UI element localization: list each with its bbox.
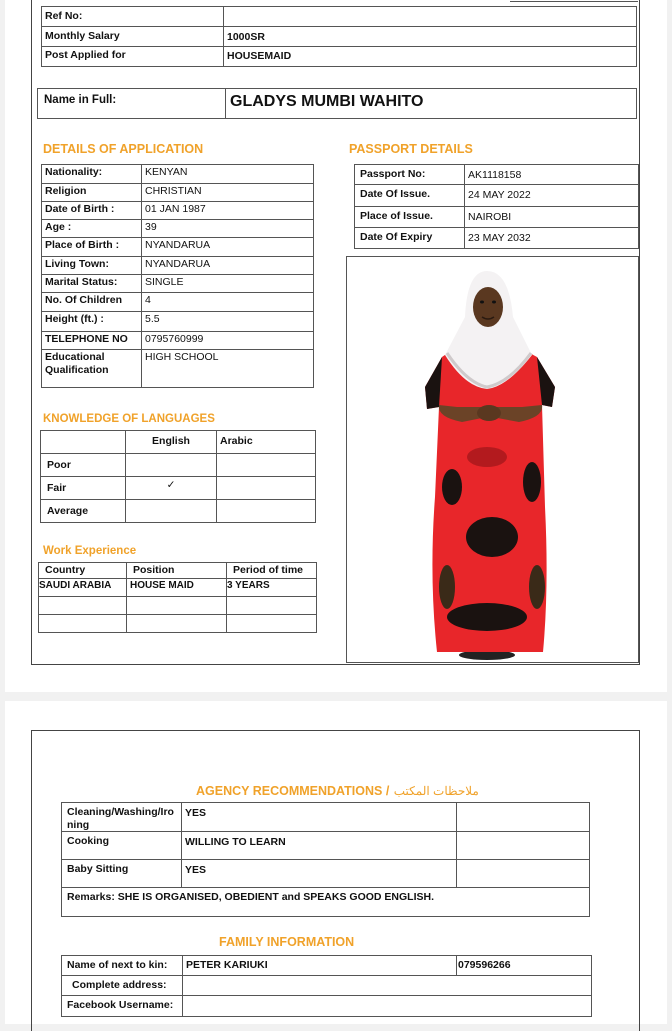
application-value: 39 xyxy=(141,219,314,238)
salary-value: 1000SR xyxy=(223,26,637,47)
application-value: NYANDARUA xyxy=(141,237,314,257)
arabic-level xyxy=(216,499,316,523)
top-line xyxy=(510,0,638,2)
english-level xyxy=(125,453,217,477)
skill-label: Cooking xyxy=(61,831,182,860)
work-period xyxy=(226,614,317,633)
languages-corner xyxy=(40,430,126,454)
skill-extra xyxy=(456,802,590,832)
application-label: Educational Qualification xyxy=(41,349,142,388)
application-heading: DETAILS OF APPLICATION xyxy=(43,142,204,156)
col-position: Position xyxy=(126,562,227,579)
ref-no-label: Ref No: xyxy=(41,6,224,27)
work-heading: Work Experience xyxy=(43,545,137,557)
facebook-value xyxy=(182,995,592,1017)
agency-heading xyxy=(196,782,479,800)
arabic-level xyxy=(216,476,316,500)
skill-value: WILLING TO LEARN xyxy=(181,831,457,860)
application-label: No. Of Children xyxy=(41,292,142,312)
application-label: Nationality: xyxy=(41,164,142,184)
family-heading: FAMILY INFORMATION xyxy=(219,935,355,949)
application-value: KENYAN xyxy=(141,164,314,184)
passport-label: Place of Issue. xyxy=(354,206,465,228)
application-label: Living Town: xyxy=(41,256,142,275)
salary-label: Monthly Salary xyxy=(41,26,224,47)
skill-label: Baby Sitting xyxy=(61,859,182,888)
address-value xyxy=(182,975,592,996)
application-value: 5.5 xyxy=(141,311,314,332)
application-label: Date of Birth : xyxy=(41,201,142,220)
work-position: HOUSE MAID xyxy=(126,578,227,597)
name-label: Name in Full: xyxy=(37,88,226,119)
application-value: 0795760999 xyxy=(141,331,314,350)
work-country xyxy=(38,614,127,633)
passport-label: Date Of Expiry xyxy=(354,227,465,249)
work-position xyxy=(126,614,227,633)
passport-label: Passport No: xyxy=(354,164,465,185)
application-label: Height (ft.) : xyxy=(41,311,142,332)
work-country xyxy=(38,596,127,615)
post-label: Post Applied for xyxy=(41,46,224,67)
application-label: Place of Birth : xyxy=(41,237,142,257)
application-label: TELEPHONE NO xyxy=(41,331,142,350)
col-arabic: Arabic xyxy=(216,430,316,454)
kin-label: Name of next to kin: xyxy=(61,955,183,976)
skill-extra xyxy=(456,831,590,860)
application-value: SINGLE xyxy=(141,274,314,293)
application-value: CHRISTIAN xyxy=(141,183,314,202)
work-period xyxy=(226,596,317,615)
kin-phone: 079596266 xyxy=(456,955,592,976)
applicant-photo xyxy=(346,256,639,663)
ref-no-value xyxy=(223,6,637,27)
work-position xyxy=(126,596,227,615)
english-level xyxy=(125,499,217,523)
col-period: Period of time xyxy=(226,562,317,579)
agency-heading-en: AGENCY RECOMMENDATIONS / xyxy=(196,784,390,798)
passport-heading: PASSPORT DETAILS xyxy=(349,142,473,156)
language-level: Fair xyxy=(40,476,126,500)
languages-heading: KNOWLEDGE OF LANGUAGES xyxy=(43,413,215,425)
col-english: English xyxy=(125,430,217,454)
agency-heading-ar: ملاحظات المكتب xyxy=(393,784,479,798)
application-label: Age : xyxy=(41,219,142,238)
english-level: ✓ xyxy=(125,476,217,500)
passport-value: NAIROBI xyxy=(464,206,639,228)
application-value: NYANDARUA xyxy=(141,256,314,275)
remarks: Remarks: SHE IS ORGANISED, OBEDIENT and SPEAKS GOOD ENGLISH. xyxy=(61,887,590,917)
work-country: SAUDI ARABIA xyxy=(38,578,127,597)
language-level: Average xyxy=(40,499,126,523)
address-label: Complete address: xyxy=(61,975,183,996)
skill-extra xyxy=(456,859,590,888)
skill-value: YES xyxy=(181,802,457,832)
application-label: Religion xyxy=(41,183,142,202)
work-period: 3 YEARS xyxy=(226,578,317,597)
arabic-level xyxy=(216,453,316,477)
application-value: 4 xyxy=(141,292,314,312)
passport-value: 24 MAY 2022 xyxy=(464,184,639,207)
post-value: HOUSEMAID xyxy=(223,46,637,67)
skill-label: Cleaning/Washing/Ironing xyxy=(61,802,182,832)
kin-value: PETER KARIUKI xyxy=(182,955,457,976)
application-value: 01 JAN 1987 xyxy=(141,201,314,220)
passport-value: AK1118158 xyxy=(464,164,639,185)
application-label: Marital Status: xyxy=(41,274,142,293)
facebook-label: Facebook Username: xyxy=(61,995,183,1017)
passport-value: 23 MAY 2032 xyxy=(464,227,639,249)
skill-value: YES xyxy=(181,859,457,888)
col-country: Country xyxy=(38,562,127,579)
passport-label: Date Of Issue. xyxy=(354,184,465,207)
application-value: HIGH SCHOOL xyxy=(141,349,314,388)
name-value: GLADYS MUMBI WAHITO xyxy=(225,88,637,119)
language-level: Poor xyxy=(40,453,126,477)
